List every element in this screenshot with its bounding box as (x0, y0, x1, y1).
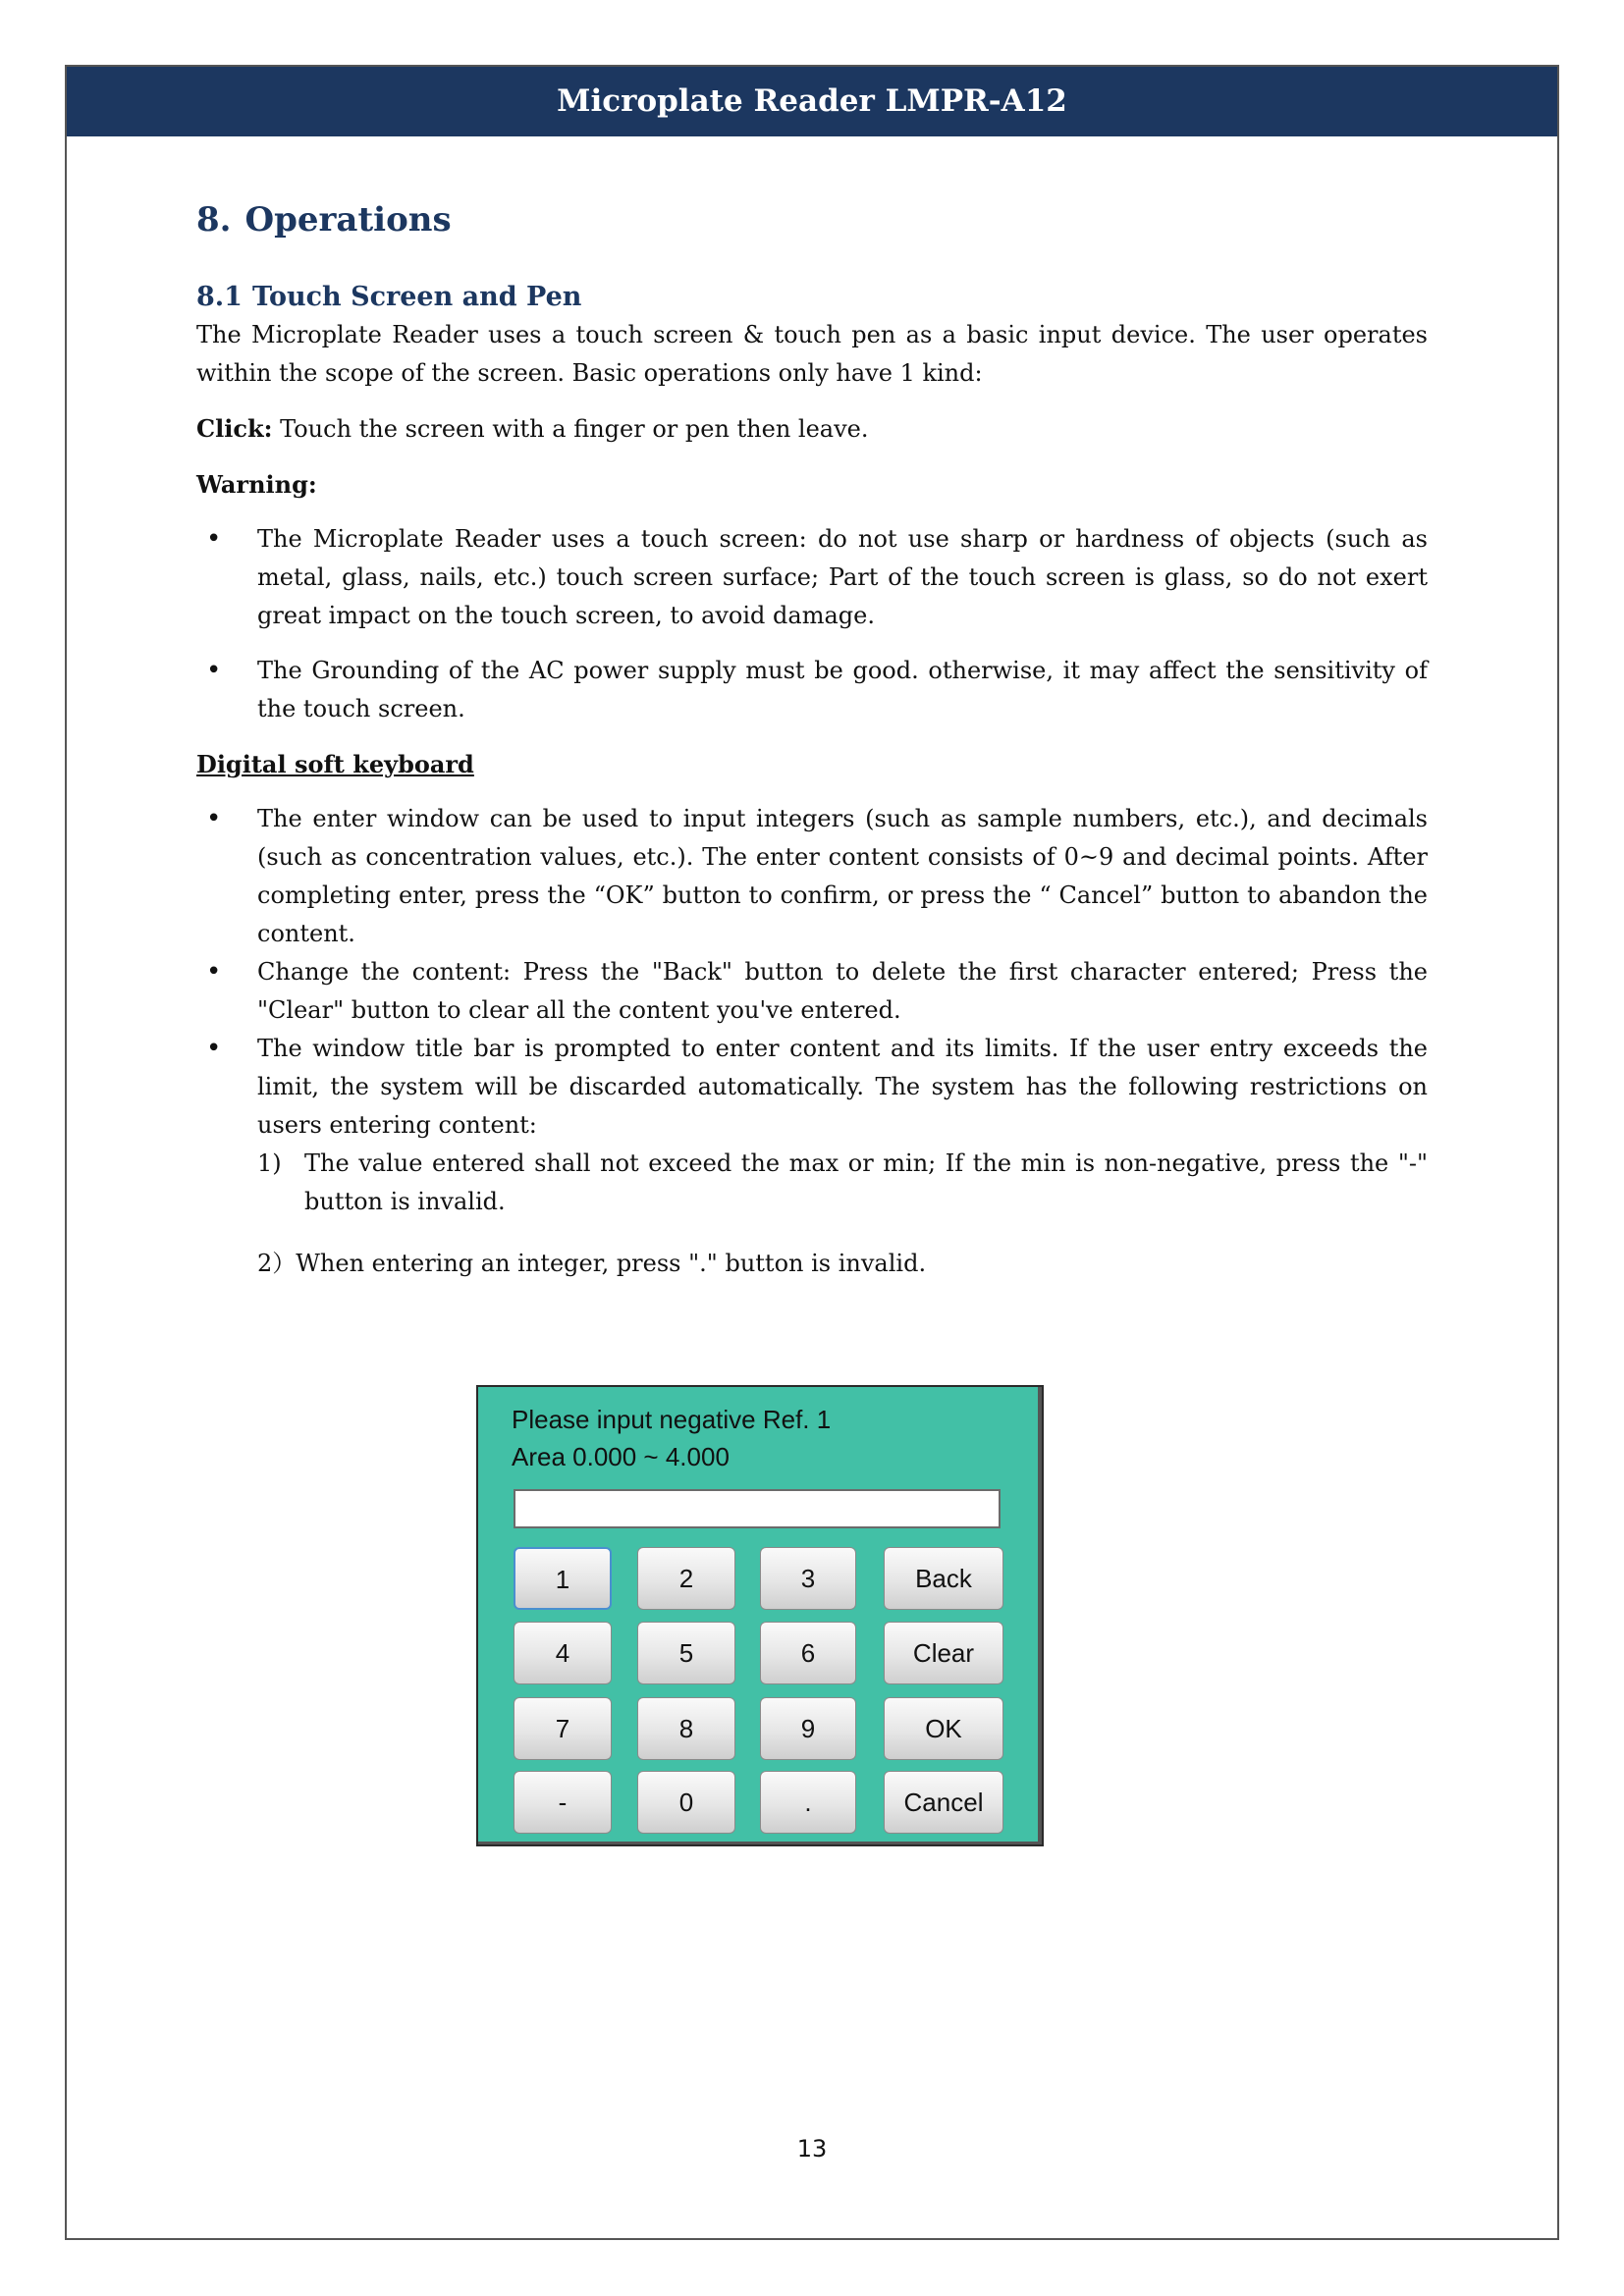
back-button[interactable]: Back (884, 1547, 1003, 1610)
click-paragraph (196, 409, 1428, 449)
dialog-input-field[interactable] (514, 1489, 1001, 1528)
dialog-range: Area 0.000 ~ 4.000 (512, 1442, 730, 1471)
key-7-button[interactable]: 7 (514, 1697, 612, 1760)
dialog-shadow-edge (478, 1842, 1042, 1844)
restriction-number: 1) (257, 1149, 282, 1177)
keyboard-item: • The window title bar is prompted to enter content and its limits. If the user entry exceeds the limit, the system will be discarded automatically. The system has the following restrictions on users entering content: (196, 1030, 1428, 1145)
key-0-button[interactable]: 0 (637, 1771, 735, 1834)
key-3-button[interactable]: 3 (760, 1547, 856, 1610)
warning-item: • The Grounding of the AC power supply must be good. otherwise, it may affect the sensitivity of the touch screen. (196, 652, 1428, 728)
click-label: Click: (196, 414, 273, 443)
dialog-shadow-edge (1038, 1387, 1042, 1844)
restriction-item (196, 1145, 1428, 1221)
restriction-item-last: 2）When entering an integer, press "." button is invalid. (257, 1250, 927, 1277)
section-title: Operations (244, 200, 452, 240)
page-content (196, 192, 1428, 1283)
section-number: 8. (196, 200, 232, 240)
key-5-button[interactable]: 5 (637, 1622, 735, 1684)
keypad-dialog (476, 1385, 1044, 1846)
warning-list (196, 520, 1428, 728)
click-text: Touch the screen with a finger or pen then leave. (280, 415, 869, 443)
keyboard-item: • Change the content: Press the "Back" button to delete the first character entered; Press the "Clear" button to clear all the content you've entered. (196, 953, 1428, 1030)
subsection-heading (196, 279, 1428, 316)
clear-button[interactable]: Clear (884, 1622, 1003, 1684)
cancel-button[interactable]: Cancel (884, 1771, 1003, 1834)
key-2-button[interactable]: 2 (637, 1547, 735, 1610)
keyboard-heading: Digital soft keyboard (196, 750, 474, 778)
document-header: Microplate Reader LMPR-A12 (67, 67, 1557, 136)
intro-paragraph: The Microplate Reader uses a touch screen & touch pen as a basic input device. The user operates within the scope of the screen. Basic operations only have 1 kind: (196, 321, 1428, 387)
subsection-title: Touch Screen and Pen (251, 282, 582, 312)
restriction-text: The value entered shall not exceed the max or min; If the min is non-negative, press the "-" button is invalid. (304, 1149, 1428, 1215)
key-1-button[interactable]: 1 (514, 1547, 612, 1610)
section-heading (196, 192, 1428, 247)
restriction-list (196, 1145, 1428, 1221)
page-number: 13 (796, 2135, 828, 2163)
key-8-button[interactable]: 8 (637, 1697, 735, 1760)
ok-button[interactable]: OK (884, 1697, 1003, 1760)
decimal-point-button[interactable]: . (760, 1771, 856, 1834)
keyboard-list (196, 800, 1428, 1145)
key-6-button[interactable]: 6 (760, 1622, 856, 1684)
dialog-title: Please input negative Ref. 1 (512, 1405, 832, 1434)
warning-item: • The Microplate Reader uses a touch screen: do not use sharp or hardness of objects (such as metal, glass, nails, etc.) touch screen surface; Part of the touch screen is glass, so do not exert great impact on the touch screen, to avoid damage. (196, 520, 1428, 635)
subsection-number: 8.1 (196, 282, 243, 312)
minus-button[interactable]: - (514, 1771, 612, 1834)
warning-label: Warning: (196, 470, 317, 499)
keyboard-item: • The enter window can be used to input integers (such as sample numbers, etc.), and decimals (such as concentration values, etc.). The enter content consists of 0~9 and decimal points. After completing enter, press the “OK” button to confirm, or press the “ Cancel” button to abandon the content. (196, 800, 1428, 953)
key-9-button[interactable]: 9 (760, 1697, 856, 1760)
key-4-button[interactable]: 4 (514, 1622, 612, 1684)
